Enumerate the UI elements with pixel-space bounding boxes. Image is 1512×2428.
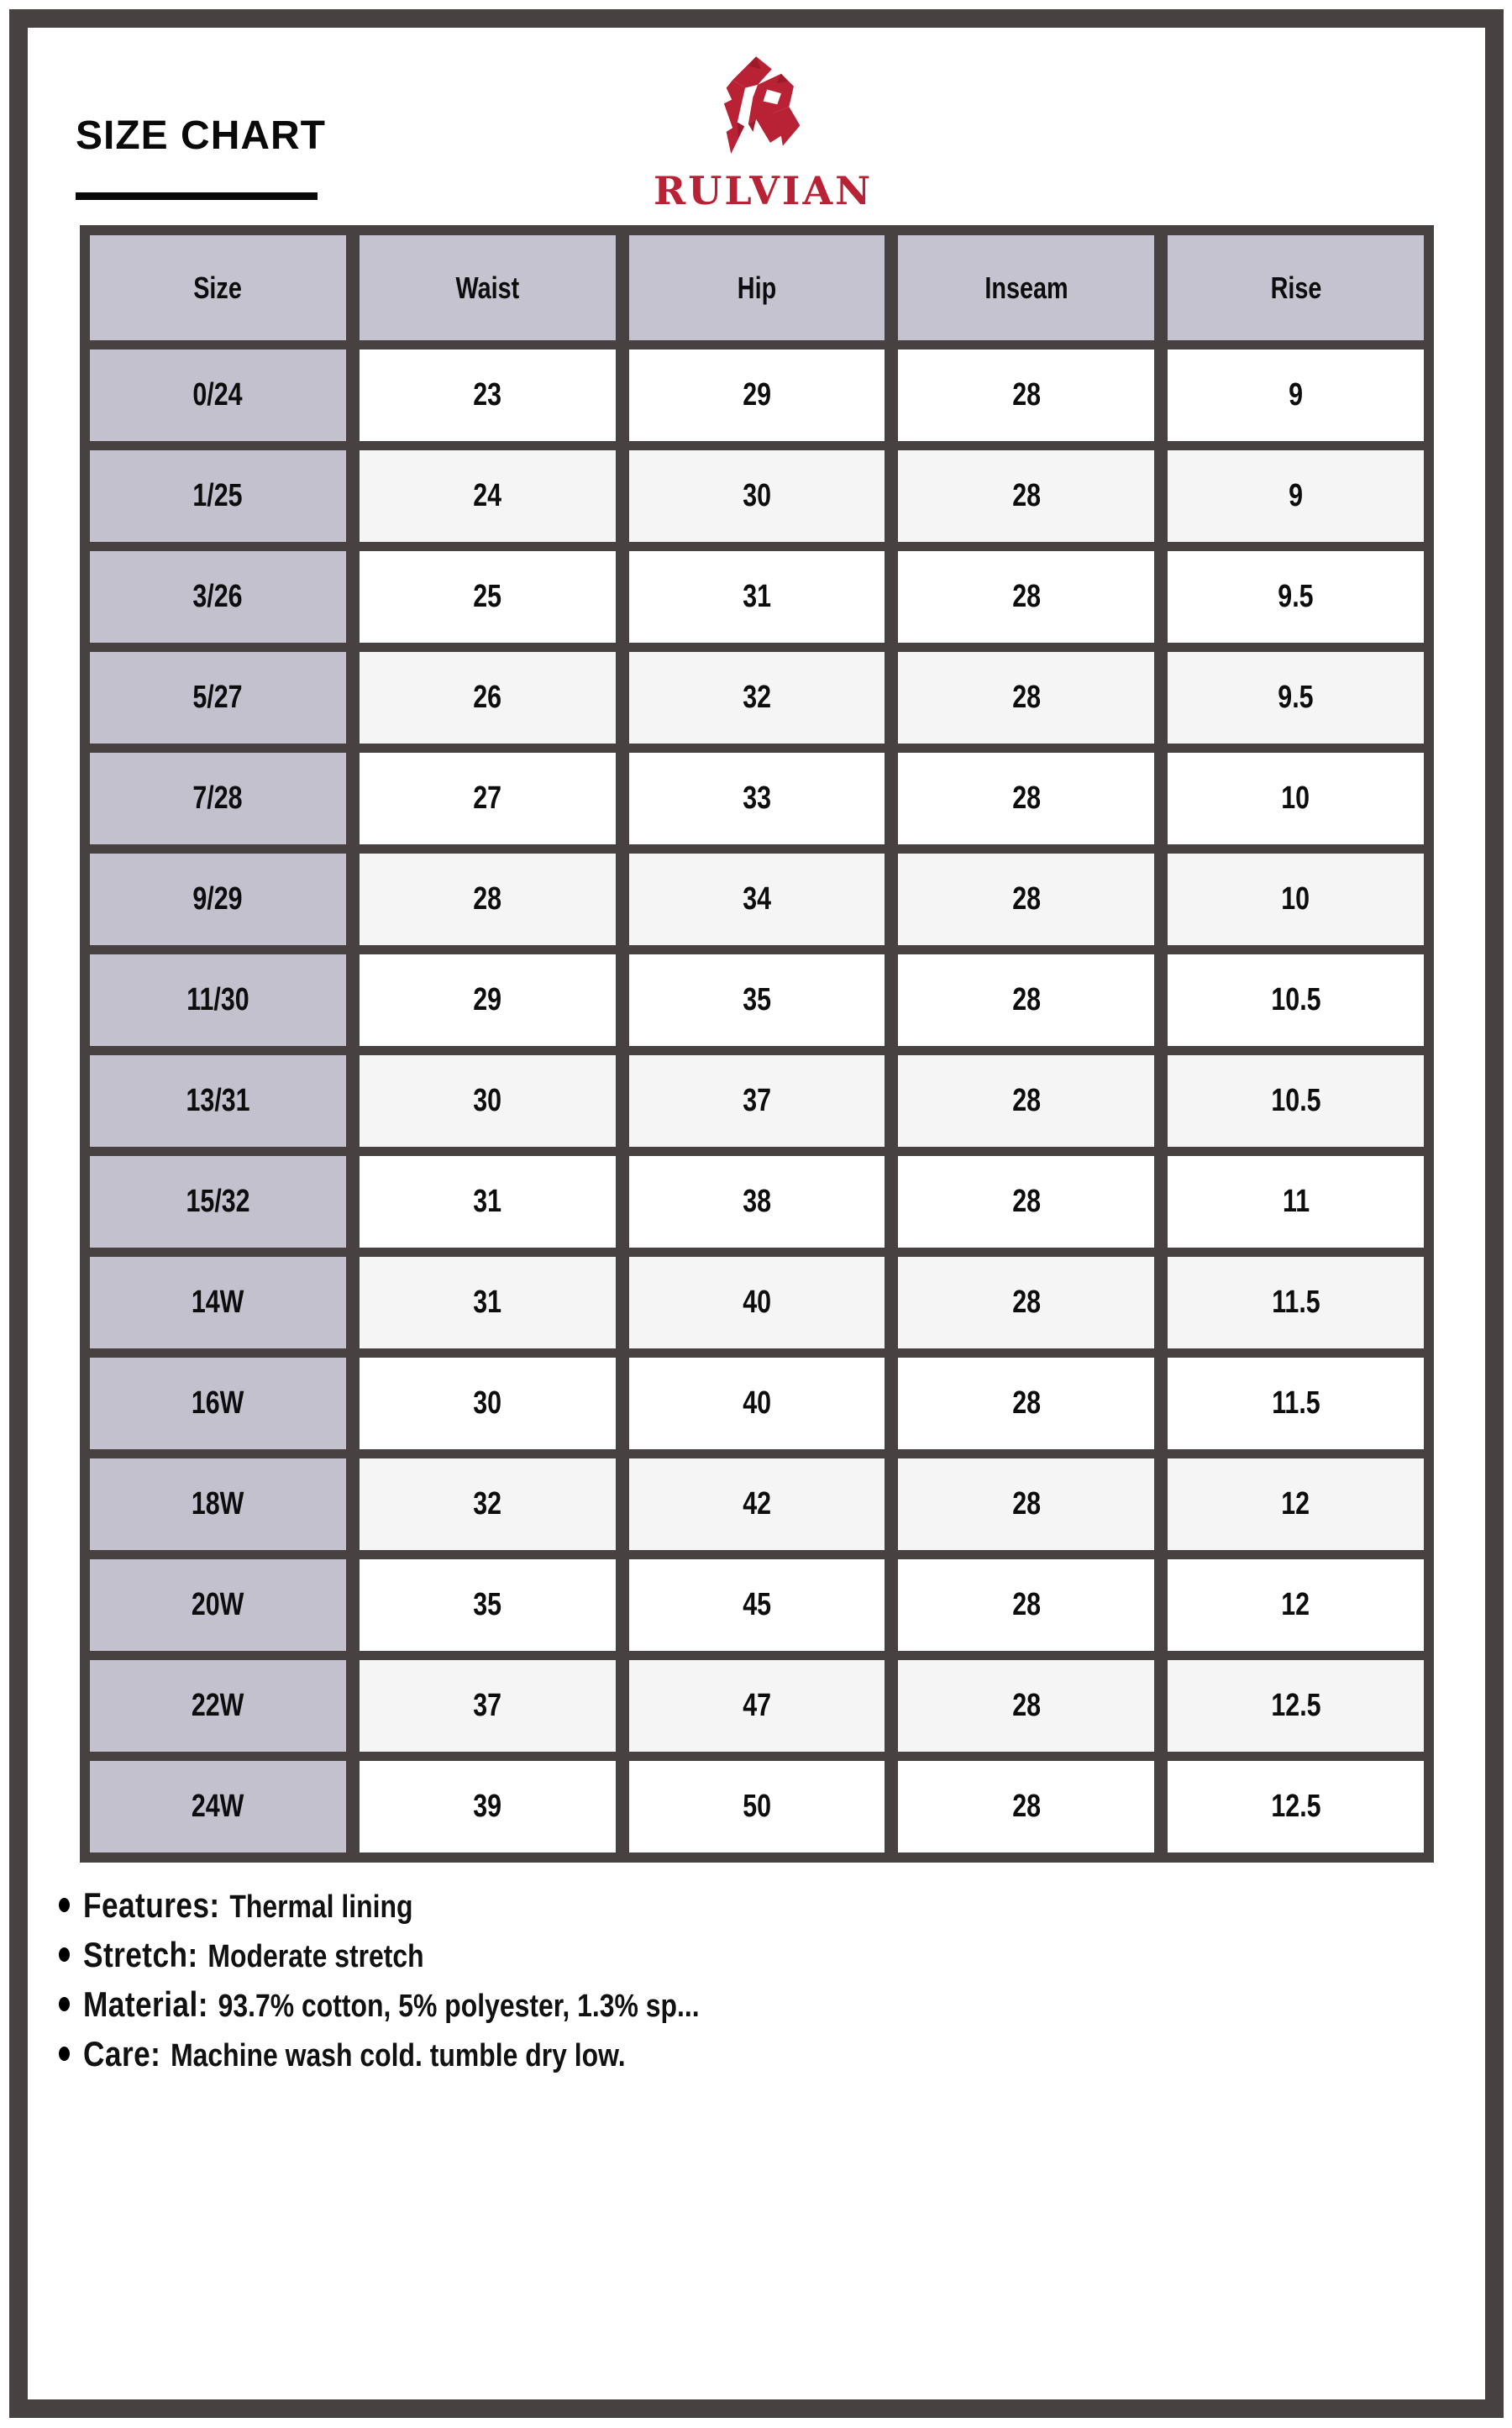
value-cell [360, 652, 616, 744]
value-cell [1168, 854, 1424, 945]
size-cell-text: 3/26 [192, 579, 243, 614]
value-cell-text: 28 [1011, 1184, 1041, 1219]
value-cell-text: 35 [473, 1587, 502, 1622]
value-cell [1168, 1458, 1424, 1550]
value-cell-text: 12.5 [1270, 1688, 1321, 1723]
detail-value: Moderate stretch [207, 1938, 424, 1974]
value-cell-text: 28 [1011, 680, 1041, 715]
value-cell [360, 1358, 616, 1449]
value-cell-text: 31 [473, 1184, 502, 1219]
title-underline [76, 192, 318, 200]
value-cell-text: 30 [473, 1385, 502, 1421]
value-cell-text: 34 [743, 881, 771, 917]
value-cell [360, 1559, 616, 1651]
size-cell-text: 9/29 [192, 881, 243, 917]
value-cell-text: 38 [743, 1184, 771, 1219]
value-cell [360, 450, 616, 542]
value-cell-text: 9 [1289, 478, 1304, 513]
value-cell-text: 30 [473, 1083, 502, 1118]
value-cell-text: 28 [1011, 1688, 1041, 1723]
detail-label: Stretch: [83, 1934, 198, 1974]
value-cell [1168, 1761, 1424, 1853]
value-cell-text: 31 [743, 579, 771, 614]
value-cell [360, 349, 616, 441]
detail-value: Machine wash cold. tumble dry low. [171, 2037, 626, 2073]
value-cell-text: 12 [1281, 1587, 1310, 1622]
value-cell [1168, 551, 1424, 643]
value-cell [629, 1660, 885, 1752]
value-cell-text: 40 [743, 1385, 771, 1421]
value-cell [360, 551, 616, 643]
value-cell [629, 954, 885, 1046]
size-cell [90, 854, 346, 945]
header-cell-inseam-text: Inseam [984, 270, 1068, 305]
value-cell [1168, 1156, 1424, 1248]
value-cell-text: 28 [1011, 1789, 1041, 1824]
value-cell-text: 9.5 [1278, 680, 1314, 715]
value-cell-text: 9 [1289, 377, 1304, 413]
size-cell [90, 1257, 346, 1348]
value-cell-text: 28 [1011, 579, 1041, 614]
value-cell-text: 29 [473, 982, 502, 1017]
size-cell-text: 0/24 [192, 377, 243, 413]
detail-label: Care: [83, 2033, 161, 2073]
value-cell [360, 1458, 616, 1550]
detail-item [59, 1880, 1235, 1930]
value-cell-text: 32 [473, 1486, 502, 1521]
size-cell [90, 1660, 346, 1752]
value-cell [360, 753, 616, 844]
value-cell-text: 26 [473, 680, 502, 715]
size-cell-text: 11/30 [186, 982, 249, 1017]
value-cell-text: 30 [743, 478, 771, 513]
value-cell [898, 1458, 1154, 1550]
size-cell [90, 1559, 346, 1651]
value-cell [629, 551, 885, 643]
value-cell-text: 39 [473, 1789, 502, 1824]
page-title: SIZE CHART [76, 113, 326, 158]
value-cell [629, 1458, 885, 1550]
value-cell [898, 652, 1154, 744]
value-cell [629, 1358, 885, 1449]
value-cell [629, 1761, 885, 1853]
value-cell [898, 1156, 1154, 1248]
detail-label: Material: [83, 1984, 208, 2024]
value-cell-text: 24 [473, 478, 502, 513]
value-cell-text: 10.5 [1270, 1083, 1321, 1118]
value-cell-text: 33 [743, 780, 771, 816]
value-cell [1168, 753, 1424, 844]
value-cell-text: 37 [743, 1083, 771, 1118]
value-cell [898, 551, 1154, 643]
size-cell-text: 18W [192, 1486, 244, 1521]
value-cell-text: 9.5 [1278, 579, 1314, 614]
value-cell-text: 28 [1011, 982, 1041, 1017]
value-cell [898, 1761, 1154, 1853]
value-cell-text: 28 [1011, 881, 1041, 917]
value-cell-text: 11.5 [1271, 1285, 1320, 1320]
value-cell [629, 854, 885, 945]
size-cell [90, 753, 346, 844]
brand-wordmark: RULVIAN [654, 168, 874, 213]
header-cell-inseam [898, 235, 1154, 340]
bullet-icon [59, 2047, 70, 2061]
value-cell [898, 1055, 1154, 1147]
bullet-icon [59, 1997, 70, 2011]
header-cell-waist [360, 235, 616, 340]
value-cell [360, 854, 616, 945]
value-cell [1168, 1660, 1424, 1752]
value-cell-text: 11.5 [1271, 1385, 1320, 1421]
value-cell [1168, 1559, 1424, 1651]
size-cell [90, 954, 346, 1046]
detail-item [59, 1930, 1235, 1979]
size-cell [90, 551, 346, 643]
detail-item [59, 2029, 1235, 2079]
value-cell-text: 11 [1282, 1184, 1310, 1219]
header-cell-rise-text: Rise [1270, 270, 1322, 305]
value-cell-text: 32 [743, 680, 771, 715]
value-cell-text: 12.5 [1270, 1789, 1321, 1824]
detail-value: Thermal lining [229, 1889, 413, 1925]
header-cell-size-text: Size [193, 270, 243, 305]
size-cell [90, 349, 346, 441]
brand-logo [654, 50, 874, 213]
value-cell-text: 28 [1011, 1587, 1041, 1622]
bullet-icon [59, 1898, 70, 1912]
bullet-icon [59, 1947, 70, 1962]
value-cell [1168, 954, 1424, 1046]
header-cell-hip-text: Hip [737, 270, 777, 305]
value-cell [629, 1156, 885, 1248]
size-cell [90, 1156, 346, 1248]
size-cell-text: 5/27 [192, 680, 243, 715]
value-cell-text: 37 [473, 1688, 502, 1723]
value-cell-text: 25 [473, 579, 502, 614]
header-cell-hip [629, 235, 885, 340]
value-cell-text: 29 [743, 377, 771, 413]
value-cell [629, 1559, 885, 1651]
value-cell [898, 1358, 1154, 1449]
value-cell [629, 1055, 885, 1147]
value-cell [360, 1055, 616, 1147]
value-cell [898, 1660, 1154, 1752]
value-cell [898, 1257, 1154, 1348]
size-cell [90, 1358, 346, 1449]
value-cell [1168, 652, 1424, 744]
value-cell [898, 854, 1154, 945]
value-cell [1168, 1358, 1424, 1449]
size-cell [90, 1761, 346, 1853]
detail-item [59, 1979, 1235, 2029]
size-table [80, 225, 1434, 1863]
value-cell [898, 349, 1154, 441]
size-cell-text: 20W [192, 1587, 244, 1622]
size-cell-text: 13/31 [186, 1083, 250, 1118]
size-cell-text: 16W [192, 1385, 244, 1421]
value-cell-text: 35 [743, 982, 771, 1017]
size-cell-text: 14W [192, 1285, 244, 1320]
size-cell-text: 22W [192, 1688, 244, 1723]
size-cell [90, 450, 346, 542]
size-cell-text: 7/28 [192, 780, 243, 816]
value-cell [1168, 1257, 1424, 1348]
value-cell-text: 50 [743, 1789, 771, 1824]
size-cell-text: 15/32 [186, 1184, 250, 1219]
value-cell-text: 31 [473, 1285, 502, 1320]
value-cell-text: 42 [743, 1486, 771, 1521]
value-cell-text: 27 [473, 780, 502, 816]
size-cell-text: 1/25 [192, 478, 243, 513]
value-cell [629, 349, 885, 441]
value-cell-text: 28 [1011, 478, 1041, 513]
value-cell-text: 28 [1011, 1285, 1041, 1320]
value-cell [1168, 349, 1424, 441]
value-cell-text: 10 [1281, 780, 1310, 816]
value-cell [360, 954, 616, 1046]
value-cell-text: 28 [1011, 1486, 1041, 1521]
detail-value: 93.7% cotton, 5% polyester, 1.3% sp... [218, 1988, 700, 2024]
value-cell-text: 28 [1011, 1083, 1041, 1118]
value-cell [898, 1559, 1154, 1651]
detail-label: Features: [83, 1884, 220, 1925]
value-cell-text: 40 [743, 1285, 771, 1320]
value-cell [629, 450, 885, 542]
value-cell-text: 47 [743, 1688, 771, 1723]
value-cell [629, 753, 885, 844]
value-cell-text: 28 [1011, 1385, 1041, 1421]
value-cell-text: 45 [743, 1587, 771, 1622]
product-details-list [59, 1880, 1235, 2079]
value-cell-text: 28 [473, 881, 502, 917]
size-cell [90, 1458, 346, 1550]
value-cell [360, 1761, 616, 1853]
size-cell [90, 652, 346, 744]
value-cell [898, 450, 1154, 542]
value-cell [629, 1257, 885, 1348]
value-cell-text: 12 [1281, 1486, 1310, 1521]
value-cell [360, 1156, 616, 1248]
value-cell [898, 954, 1154, 1046]
value-cell [629, 652, 885, 744]
header-cell-rise [1168, 235, 1424, 340]
header-cell-size [90, 235, 346, 340]
value-cell [1168, 450, 1424, 542]
value-cell-text: 28 [1011, 377, 1041, 413]
header-cell-waist-text: Waist [455, 270, 520, 305]
value-cell-text: 28 [1011, 780, 1041, 816]
value-cell [360, 1660, 616, 1752]
value-cell [898, 753, 1154, 844]
value-cell [360, 1257, 616, 1348]
value-cell-text: 10.5 [1270, 982, 1321, 1017]
value-cell-text: 10 [1281, 881, 1310, 917]
size-cell-text: 24W [192, 1789, 244, 1824]
size-cell [90, 1055, 346, 1147]
value-cell-text: 23 [473, 377, 502, 413]
value-cell [1168, 1055, 1424, 1147]
rulvian-r-monogram-icon [711, 50, 805, 163]
